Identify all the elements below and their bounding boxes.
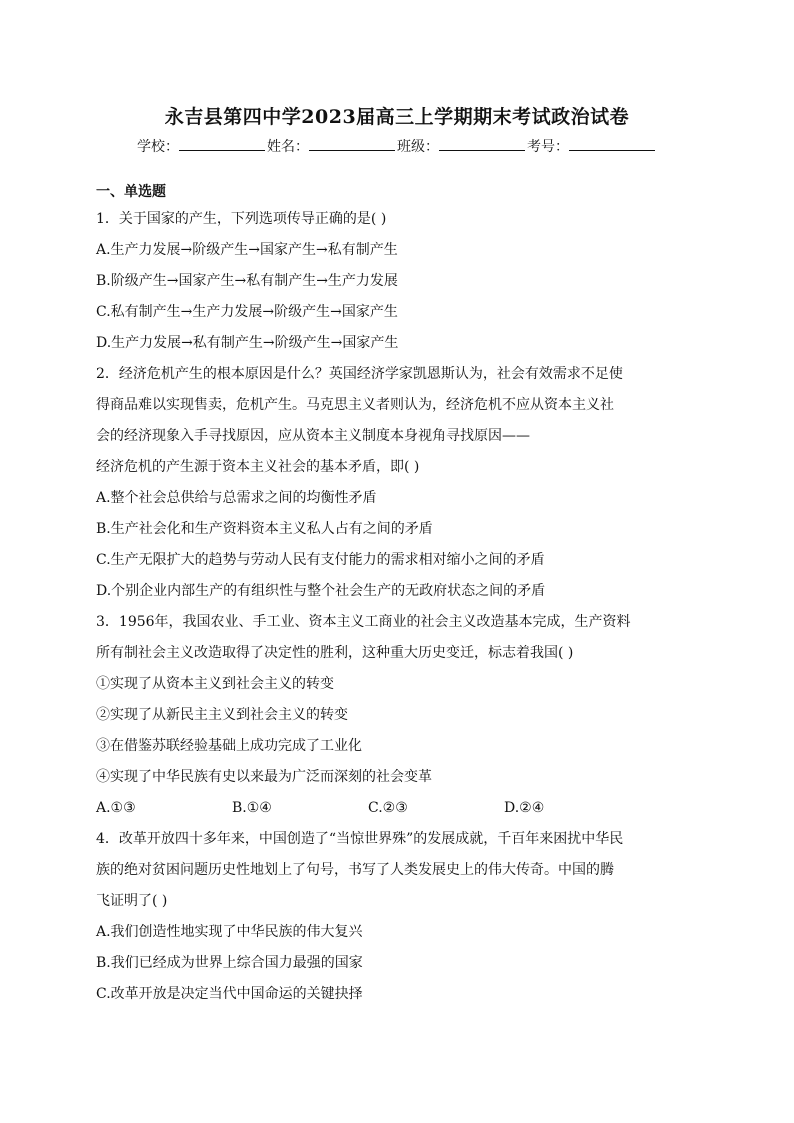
option-a: A.①③: [96, 800, 136, 816]
name-blank: [309, 136, 395, 151]
exam-content: [96, 180, 702, 1010]
option-d: D.个别企业内部生产的有组织性与整个社会生产的无政府状态之间的矛盾: [96, 583, 546, 599]
school-label: 学校：: [137, 139, 179, 155]
name-label: 姓名：: [267, 139, 309, 155]
exam-title: 永吉县第四中学2023届高三上学期期末考试政治试卷: [164, 106, 630, 128]
question-stem-line: 会的经济现象入手寻找原因，应从资本主义制度本身视角寻找原因——: [96, 428, 530, 444]
question-stem-line: 族的绝对贫困问题历史性地划上了句号，书写了人类发展史上的伟大传奇。中国的腾: [96, 862, 614, 878]
student-info-line: [0, 136, 794, 156]
option-b: B.我们已经成为世界上综合国力最强的国家: [96, 955, 363, 971]
statement-3: ③在借鉴苏联经验基础上成功完成了工业化: [96, 738, 362, 754]
options-row: [96, 793, 702, 824]
question-stem-line: 所有制社会主义改造取得了决定性的胜利，这种重大历史变迁，标志着我国( ): [96, 645, 574, 661]
question-stem: 1．关于国家的产生，下列选项传导正确的是( ): [96, 211, 387, 227]
question-stem-line: 经济危机的产生源于资本主义社会的基本矛盾，即( ): [96, 459, 420, 475]
option-b: B.①④: [232, 800, 272, 816]
option-d: D.生产力发展→私有制产生→阶级产生→国家产生: [96, 335, 399, 351]
class-label: 班级：: [397, 139, 439, 155]
option-d: D.②④: [504, 800, 545, 816]
question-stem-line: 3．1956年，我国农业、手工业、资本主义工商业的社会主义改造基本完成，生产资料: [96, 614, 631, 630]
option-a: A.我们创造性地实现了中华民族的伟大复兴: [96, 924, 363, 940]
option-c: C.私有制产生→生产力发展→阶级产生→国家产生: [96, 304, 398, 320]
question-2: [96, 359, 702, 607]
option-c: C.②③: [368, 800, 408, 816]
statement-1: ①实现了从资本主义到社会主义的转变: [96, 676, 334, 692]
section-heading: 一、单选题: [96, 184, 166, 200]
option-c: C.改革开放是决定当代中国命运的关键抉择: [96, 986, 363, 1002]
exam-number-blank: [569, 136, 655, 151]
question-stem-line: 2．经济危机产生的根本原因是什么？英国经济学家凯恩斯认为，社会有效需求不足使: [96, 366, 623, 382]
option-a: A.整个社会总供给与总需求之间的均衡性矛盾: [96, 490, 377, 506]
question-4: [96, 824, 702, 1010]
question-3: [96, 607, 702, 824]
statement-2: ②实现了从新民主主义到社会主义的转变: [96, 707, 348, 723]
option-a: A.生产力发展→阶级产生→国家产生→私有制产生: [96, 242, 398, 258]
option-b: B.阶级产生→国家产生→私有制产生→生产力发展: [96, 273, 398, 289]
option-b: B.生产社会化和生产资料资本主义私人占有之间的矛盾: [96, 521, 433, 537]
question-stem-line: 得商品难以实现售卖，危机产生。马克思主义者则认为，经济危机不应从资本主义社: [96, 397, 614, 413]
option-c: C.生产无限扩大的趋势与劳动人民有支付能力的需求相对缩小之间的矛盾: [96, 552, 545, 568]
class-blank: [439, 136, 525, 151]
question-stem-line: 4．改革开放四十多年来，中国创造了“当惊世界殊”的发展成就，千百年来困扰中华民: [96, 831, 624, 847]
question-1: [96, 204, 702, 359]
exam-number-label: 考号：: [527, 139, 569, 155]
school-blank: [179, 136, 265, 151]
statement-4: ④实现了中华民族有史以来最为广泛而深刻的社会变革: [96, 769, 432, 785]
question-stem-line: 飞证明了( ): [96, 893, 168, 909]
